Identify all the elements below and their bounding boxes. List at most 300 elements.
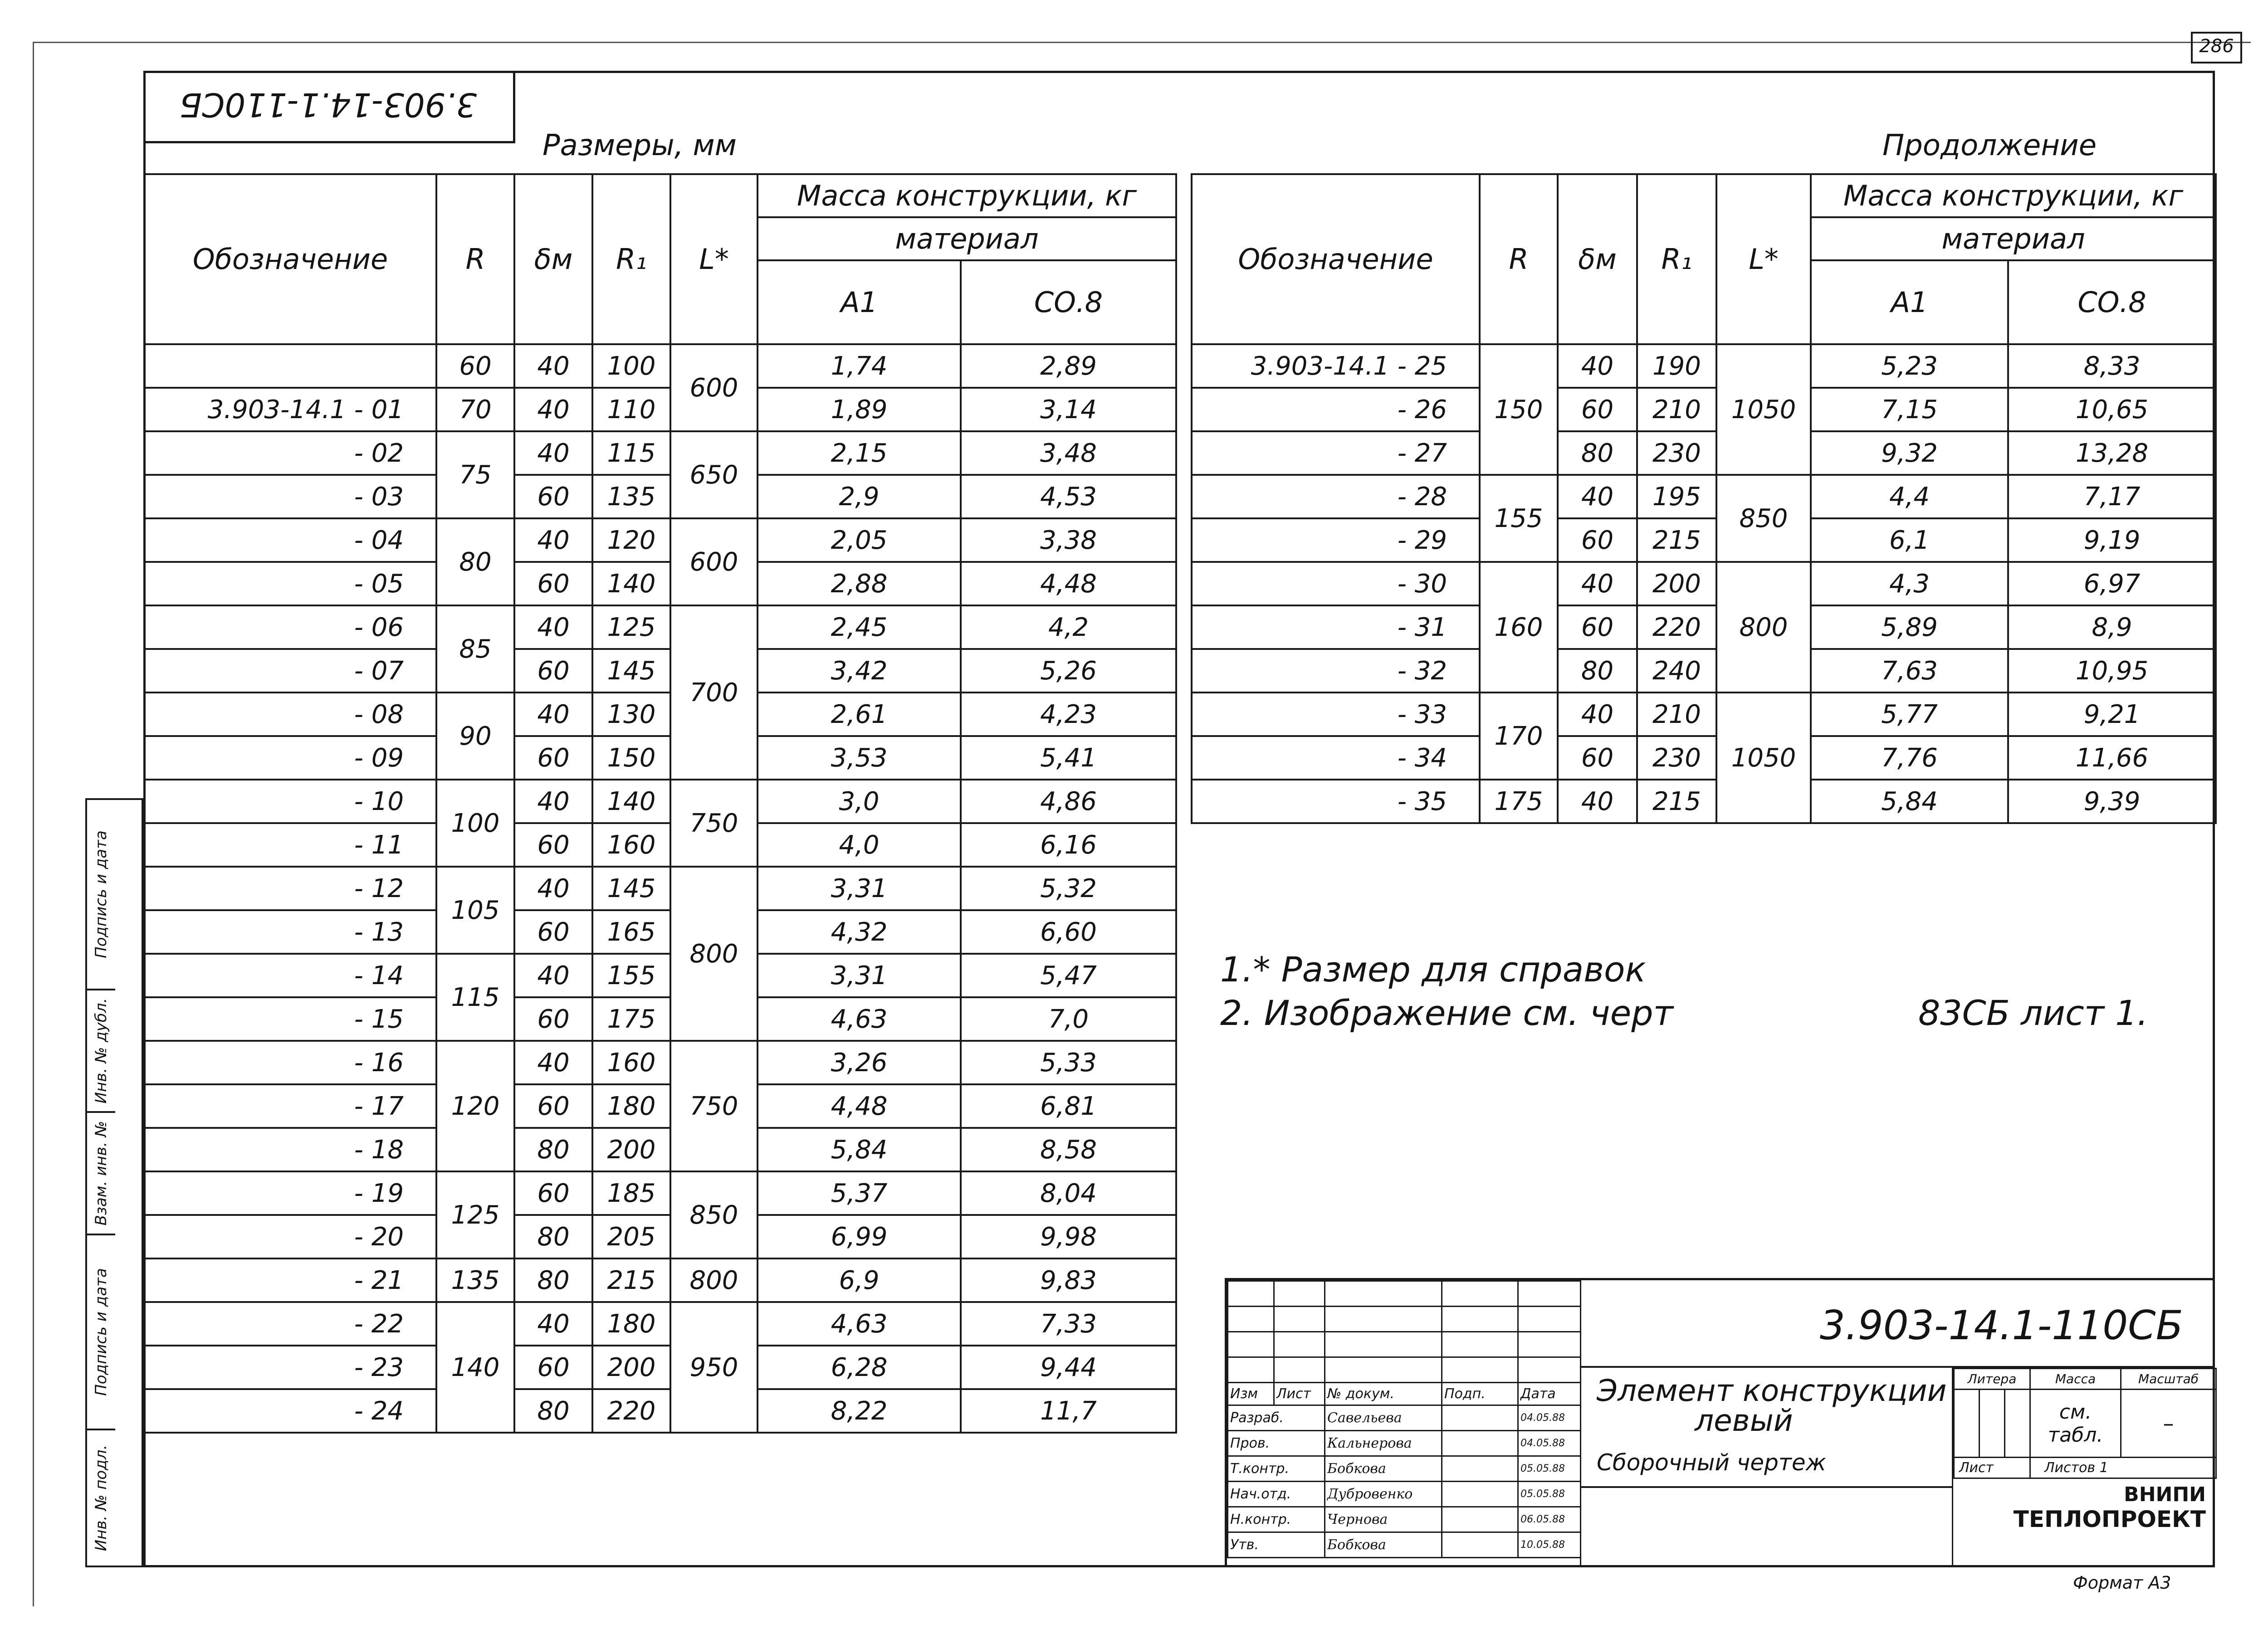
table-row [144,1171,1176,1215]
cell-designation: - 10 [144,780,436,823]
table-row [1192,649,2216,693]
cell-mass-co8: 4,53 [961,475,1176,518]
table-row [1192,562,2216,605]
signature-role: Разраб. [1228,1405,1325,1431]
cell-delta: 40 [1558,562,1637,605]
cell-r1: 165 [592,910,670,954]
massa-value: см. табл. [2030,1390,2121,1458]
cell-r1: 220 [592,1389,670,1433]
signature-date: 04.05.88 [1518,1431,1581,1456]
cell-r1: 180 [592,1084,670,1128]
table-row [144,1128,1176,1171]
signature-name: Дубровенко [1325,1482,1442,1507]
cell-delta: 40 [1558,780,1637,823]
cell-mass-a1: 6,99 [758,1215,961,1258]
cell-r1: 200 [592,1346,670,1389]
cell-l: 750 [670,1041,758,1171]
cell-r1: 160 [592,823,670,867]
cell-r1: 195 [1637,475,1716,518]
cell-mass-a1: 6,9 [758,1258,961,1302]
cell-designation: - 17 [144,1084,436,1128]
header-r1: R₁ [592,174,670,344]
table-row [144,1389,1176,1433]
cell-mass-co8: 3,38 [961,518,1176,562]
cell-l: 800 [670,867,758,1041]
sidebar-vzam-inv: Взам. инв. № [87,1113,115,1235]
code-cell [1580,1280,2215,1368]
document-type: Сборочный чертеж [1597,1449,1826,1476]
cell-r: 60 [436,344,514,388]
cell-mass-co8: 9,19 [2008,518,2216,562]
cell-r1: 175 [592,997,670,1041]
table-row [144,1302,1176,1346]
cell-mass-a1: 2,88 [758,562,961,605]
cell-designation: - 30 [1192,562,1480,605]
cell-delta: 80 [514,1389,592,1433]
header-material: материал [1811,217,2216,260]
cell-r: 75 [436,431,514,518]
cell-mass-co8: 7,33 [961,1302,1176,1346]
col-sign: Подп. [1442,1383,1518,1405]
cell-mass-a1: 7,63 [1811,649,2008,693]
cell-designation: - 08 [144,693,436,736]
signature-date: 05.05.88 [1518,1456,1581,1482]
cell-l: 850 [670,1171,758,1258]
cell-delta: 40 [1558,344,1637,388]
drawing-name-1: Элемент конструкции [1597,1373,1947,1408]
cell-mass-a1: 2,15 [758,431,961,475]
cell-r: 150 [1480,344,1558,475]
cell-mass-a1: 5,23 [1811,344,2008,388]
signature-date: 06.05.88 [1518,1507,1581,1532]
note-2 [1220,991,2148,1035]
cell-l: 650 [670,431,758,518]
cell-delta: 60 [1558,605,1637,649]
cell-delta: 40 [514,867,592,910]
cell-mass-a1: 4,32 [758,910,961,954]
org-line-1: ВНИПИ [2124,1483,2206,1506]
right-table-caption: Продолжение [1882,129,2097,162]
cell-mass-co8: 4,23 [961,693,1176,736]
cell-r1: 150 [592,736,670,780]
cell-mass-a1: 9,32 [1811,431,2008,475]
cell-mass-co8: 5,33 [961,1041,1176,1084]
header-co8: СО.8 [961,260,1176,344]
cell-designation: - 20 [144,1215,436,1258]
signature-row [1228,1482,1581,1507]
cell-designation: - 34 [1192,736,1480,780]
cell-r: 175 [1480,780,1558,823]
table-row [144,997,1176,1041]
notes [1220,948,2148,1035]
cell-r: 90 [436,693,514,780]
name-cell [1580,1368,1952,1488]
table-row [144,693,1176,736]
cell-r: 155 [1480,475,1558,562]
cell-mass-a1: 6,1 [1811,518,2008,562]
table-row [144,344,1176,388]
cell-mass-a1: 7,76 [1811,736,2008,780]
cell-l: 1050 [1716,693,1811,823]
cell-mass-a1: 5,37 [758,1171,961,1215]
cell-l: 700 [670,605,758,780]
sidebar-signature-date-2: Подпись и дата [87,1235,115,1430]
note-2-text: 2. Изображение см. черт [1220,993,1673,1033]
table-row [144,1258,1176,1302]
cell-delta: 40 [514,693,592,736]
cell-mass-a1: 5,84 [758,1128,961,1171]
right-dimensions-table [1191,173,2217,824]
cell-mass-a1: 2,45 [758,605,961,649]
table-row [144,518,1176,562]
cell-delta: 40 [514,1302,592,1346]
cell-mass-co8: 3,48 [961,431,1176,475]
signature-mark [1442,1431,1518,1456]
cell-l: 800 [670,1258,758,1302]
col-izm: Изм [1228,1383,1274,1405]
cell-r1: 110 [592,388,670,431]
col-date: Дата [1518,1383,1581,1405]
cell-delta: 60 [514,1346,592,1389]
table-row [1192,780,2216,823]
cell-mass-a1: 1,74 [758,344,961,388]
cell-mass-a1: 8,22 [758,1389,961,1433]
cell-designation: 3.903-14.1 - 01 [144,388,436,431]
cell-delta: 60 [1558,518,1637,562]
cell-r1: 140 [592,562,670,605]
header-designation: Обозначение [1192,174,1480,344]
cell-designation: - 24 [144,1389,436,1433]
organization-cell [1952,1477,2215,1567]
table-row [1192,736,2216,780]
cell-designation: - 23 [144,1346,436,1389]
cell-designation: - 31 [1192,605,1480,649]
left-table-body [144,344,1176,1433]
table-row [1192,605,2216,649]
right-table-body [1192,344,2216,823]
table-row [1192,693,2216,736]
signature-row [1228,1507,1581,1532]
cell-r1: 115 [592,431,670,475]
cell-r1: 145 [592,649,670,693]
cell-mass-co8: 8,58 [961,1128,1176,1171]
cell-designation: - 03 [144,475,436,518]
title-block [1225,1278,2215,1567]
table-row [144,1346,1176,1389]
cell-designation [144,344,436,388]
cell-r1: 200 [1637,562,1716,605]
header-l: L* [670,174,758,344]
cell-mass-co8: 10,65 [2008,388,2216,431]
cell-mass-co8: 8,9 [2008,605,2216,649]
cell-r: 100 [436,780,514,867]
table-row [1192,388,2216,431]
cell-mass-a1: 5,89 [1811,605,2008,649]
cell-mass-a1: 4,63 [758,997,961,1041]
header-l: L* [1716,174,1811,344]
cell-mass-co8: 5,47 [961,954,1176,997]
cell-mass-co8: 4,86 [961,780,1176,823]
table-row [144,431,1176,475]
cell-designation: - 35 [1192,780,1480,823]
cell-mass-a1: 1,89 [758,388,961,431]
cell-r1: 215 [592,1258,670,1302]
cell-designation: - 04 [144,518,436,562]
cell-delta: 60 [514,736,592,780]
header-delta: δм [1558,174,1637,344]
format-label: Формат А3 [2073,1573,2171,1593]
cell-delta: 60 [514,910,592,954]
cell-r1: 145 [592,867,670,910]
cell-designation: - 28 [1192,475,1480,518]
cell-mass-a1: 4,0 [758,823,961,867]
left-dimensions-table [143,173,1177,1434]
cell-mass-a1: 3,31 [758,867,961,910]
signature-row [1228,1456,1581,1482]
cell-delta: 60 [1558,736,1637,780]
cell-delta: 40 [514,1041,592,1084]
table-row [1192,518,2216,562]
drawing-code: 3.903-14.1-110СБ [1819,1302,2183,1349]
cell-delta: 40 [514,954,592,997]
cell-designation: - 27 [1192,431,1480,475]
cell-mass-co8: 4,2 [961,605,1176,649]
cell-mass-a1: 4,48 [758,1084,961,1128]
cell-delta: 80 [514,1128,592,1171]
cell-l: 1050 [1716,344,1811,475]
cell-designation: - 15 [144,997,436,1041]
drawing-name-2: левый [1695,1403,1793,1438]
header-a1: А1 [758,260,961,344]
table-row [1192,475,2216,518]
cell-mass-co8: 6,97 [2008,562,2216,605]
header-r1: R₁ [1637,174,1716,344]
stamp-code: 3.903-14.1-110СБ [179,86,477,124]
cell-delta: 40 [514,388,592,431]
signature-role: Нач.отд. [1228,1482,1325,1507]
table-row [144,475,1176,518]
cell-delta: 60 [514,649,592,693]
cell-l: 600 [670,518,758,605]
cell-mass-co8: 6,81 [961,1084,1176,1128]
cell-r1: 100 [592,344,670,388]
signature-name: Бобкова [1325,1532,1442,1558]
header-r: R [1480,174,1558,344]
cell-r1: 160 [592,1041,670,1084]
cell-delta: 60 [514,1171,592,1215]
sidebar-signature-date-1: Подпись и дата [87,800,115,990]
cell-delta: 60 [514,1084,592,1128]
cell-mass-co8: 4,48 [961,562,1176,605]
header-mass: Масса конструкции, кг [758,174,1176,217]
signature-date: 05.05.88 [1518,1482,1581,1507]
cell-designation: - 18 [144,1128,436,1171]
cell-designation: - 22 [144,1302,436,1346]
signature-mark [1442,1507,1518,1532]
roles-rows [1228,1405,1581,1558]
left-table-caption: Размеры, мм [543,129,737,162]
signature-mark [1442,1532,1518,1558]
signature-date: 04.05.88 [1518,1405,1581,1431]
table-row [144,867,1176,910]
cell-designation: - 29 [1192,518,1480,562]
cell-mass-co8: 8,04 [961,1171,1176,1215]
cell-delta: 80 [514,1215,592,1258]
table-row [1192,344,2216,388]
cell-designation: - 13 [144,910,436,954]
signature-name: Бобкова [1325,1456,1442,1482]
cell-r: 80 [436,518,514,605]
signature-role: Н.контр. [1228,1507,1325,1532]
table-row [144,1215,1176,1258]
cell-r: 160 [1480,562,1558,693]
signature-role: Пров. [1228,1431,1325,1456]
cell-r1: 215 [1637,518,1716,562]
header-delta: δм [514,174,592,344]
note-1: 1.* Размер для справок [1220,949,1646,990]
cell-r1: 210 [1637,693,1716,736]
table-row [144,780,1176,823]
cell-mass-co8: 9,21 [2008,693,2216,736]
signature-name: Савельева [1325,1405,1442,1431]
header-mass: Масса конструкции, кг [1811,174,2216,217]
cell-mass-co8: 2,89 [961,344,1176,388]
cell-r1: 230 [1637,736,1716,780]
cell-r1: 220 [1637,605,1716,649]
header-a1: А1 [1811,260,2008,344]
cell-l: 800 [1716,562,1811,693]
cell-delta: 60 [514,997,592,1041]
cell-mass-co8: 8,33 [2008,344,2216,388]
note-2-ref: 83СБ лист 1. [1918,993,2148,1033]
table-row [144,1041,1176,1084]
litera-label: Литера [1954,1369,2030,1390]
signature-name: Чернова [1325,1507,1442,1532]
cell-mass-a1: 6,28 [758,1346,961,1389]
cell-mass-a1: 4,63 [758,1302,961,1346]
cell-mass-a1: 2,61 [758,693,961,736]
page-number: 286 [2191,32,2242,63]
cell-mass-a1: 3,53 [758,736,961,780]
cell-mass-co8: 10,95 [2008,649,2216,693]
table-row [144,823,1176,867]
table-row [144,954,1176,997]
cell-mass-co8: 7,0 [961,997,1176,1041]
cell-mass-co8: 5,32 [961,867,1176,910]
empty-cell [1580,1488,1952,1567]
list-label: Лист [1954,1458,2030,1478]
cell-r1: 120 [592,518,670,562]
cell-delta: 40 [1558,693,1637,736]
signature-role: Т.контр. [1228,1456,1325,1482]
cell-designation: - 02 [144,431,436,475]
signature-role: Утв. [1228,1532,1325,1558]
cell-mass-co8: 9,98 [961,1215,1176,1258]
cell-delta: 60 [514,823,592,867]
org-line-2: ТЕПЛОПРОЕКТ [2013,1506,2206,1532]
cell-r1: 190 [1637,344,1716,388]
cell-delta: 60 [514,562,592,605]
col-doc: № докум. [1325,1383,1442,1405]
cell-mass-a1: 4,3 [1811,562,2008,605]
cell-r1: 185 [592,1171,670,1215]
cell-r1: 130 [592,693,670,736]
cell-mass-a1: 5,77 [1811,693,2008,736]
cell-designation: - 09 [144,736,436,780]
cell-mass-co8: 7,17 [2008,475,2216,518]
cell-delta: 80 [1558,431,1637,475]
cell-r1: 230 [1637,431,1716,475]
cell-mass-a1: 2,9 [758,475,961,518]
table-row [144,605,1176,649]
cell-designation: - 26 [1192,388,1480,431]
table-row [144,388,1176,431]
cell-delta: 40 [514,518,592,562]
cell-delta: 40 [514,344,592,388]
cell-mass-a1: 5,84 [1811,780,2008,823]
listov-label: Листов 1 [2030,1458,2216,1478]
cell-mass-co8: 6,60 [961,910,1176,954]
signature-name: Кальнерова [1325,1431,1442,1456]
cell-r1: 140 [592,780,670,823]
table-row [144,1084,1176,1128]
cell-l: 600 [670,344,758,431]
cell-designation: - 05 [144,562,436,605]
cell-delta: 80 [514,1258,592,1302]
cell-mass-co8: 5,41 [961,736,1176,780]
cell-r1: 215 [1637,780,1716,823]
cell-mass-co8: 13,28 [2008,431,2216,475]
signature-grid [1227,1280,1581,1558]
rotated-stamp [143,71,515,143]
cell-mass-co8: 11,7 [961,1389,1176,1433]
cell-r: 140 [436,1302,514,1433]
cell-mass-co8: 5,26 [961,649,1176,693]
cell-mass-co8: 9,44 [961,1346,1176,1389]
cell-r1: 210 [1637,388,1716,431]
signature-mark [1442,1482,1518,1507]
cell-designation: - 33 [1192,693,1480,736]
table-row [144,736,1176,780]
cell-designation: - 21 [144,1258,436,1302]
cell-r1: 155 [592,954,670,997]
signature-mark [1442,1405,1518,1431]
cell-delta: 40 [514,431,592,475]
table-row [144,910,1176,954]
cell-designation: - 06 [144,605,436,649]
table-row [1192,431,2216,475]
col-list: Лист [1274,1383,1325,1405]
header-co8: СО.8 [2008,260,2216,344]
cell-r: 170 [1480,693,1558,780]
cell-delta: 40 [514,605,592,649]
cell-mass-a1: 3,42 [758,649,961,693]
signature-mark [1442,1456,1518,1482]
cell-mass-a1: 4,4 [1811,475,2008,518]
masshtab-label: Масштаб [2121,1369,2216,1390]
cell-mass-a1: 3,26 [758,1041,961,1084]
cell-mass-a1: 3,31 [758,954,961,997]
cell-r: 115 [436,954,514,1041]
cell-designation: - 19 [144,1171,436,1215]
cell-mass-co8: 6,16 [961,823,1176,867]
header-r: R [436,174,514,344]
cell-mass-a1: 3,0 [758,780,961,823]
cell-mass-co8: 9,39 [2008,780,2216,823]
cell-l: 950 [670,1302,758,1433]
cell-mass-co8: 11,66 [2008,736,2216,780]
header-material: материал [758,217,1176,260]
